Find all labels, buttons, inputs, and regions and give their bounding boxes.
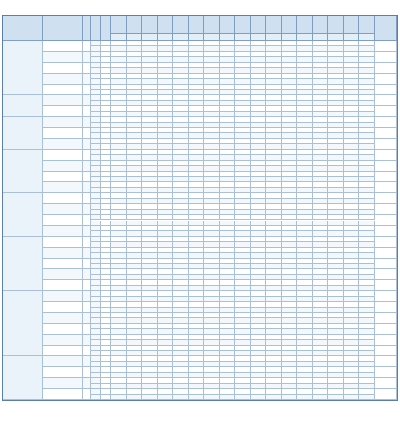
header-subheader-cell	[282, 34, 298, 41]
header-subheader-cell	[111, 34, 127, 41]
program-name-cell	[43, 324, 83, 335]
program-years-cell	[83, 237, 91, 248]
program-name-cell	[43, 269, 83, 280]
program-name-cell	[43, 128, 83, 139]
region-value-cell	[173, 395, 189, 400]
program-years-cell	[83, 95, 91, 106]
program-fee-cell	[375, 117, 397, 128]
program-name-cell	[43, 182, 83, 193]
program-fee-cell	[375, 74, 397, 85]
program-years-cell	[83, 215, 91, 226]
program-years-cell	[83, 313, 91, 324]
group-label-cell	[3, 95, 43, 117]
group-label-cell	[3, 193, 43, 237]
region-value-cell	[251, 395, 267, 400]
header-region-cell	[344, 16, 360, 34]
header-subheader-cell	[204, 34, 220, 41]
program-name-cell	[43, 335, 83, 346]
program-name-cell	[43, 95, 83, 106]
program-years-cell	[83, 52, 91, 63]
header-years-cell	[83, 16, 91, 41]
header-region-cell	[235, 16, 251, 34]
program-name-cell	[43, 226, 83, 237]
header-subheader-cell	[220, 34, 236, 41]
program-fee-cell	[375, 193, 397, 204]
program-years-cell	[83, 259, 91, 270]
group-label-cell	[3, 237, 43, 291]
group-label-cell	[3, 150, 43, 194]
program-fee-cell	[375, 85, 397, 96]
program-name-cell	[43, 313, 83, 324]
header-region-cell	[359, 16, 375, 34]
program-fee-cell	[375, 302, 397, 313]
header-region-cell	[111, 16, 127, 34]
region-value-cell	[266, 395, 282, 400]
region-value-cell	[235, 395, 251, 400]
program-fee-cell	[375, 128, 397, 139]
program-fee-cell	[375, 389, 397, 400]
program-fee-cell	[375, 356, 397, 367]
header-region-cell	[173, 16, 189, 34]
header-subheader-cell	[344, 34, 360, 41]
program-years-cell	[83, 324, 91, 335]
program-name-cell	[43, 172, 83, 183]
program-plan-cell	[91, 395, 101, 400]
program-name-cell	[43, 52, 83, 63]
program-years-cell	[83, 161, 91, 172]
region-value-cell	[220, 395, 236, 400]
program-name-cell	[43, 150, 83, 161]
header-region-cell	[297, 16, 313, 34]
program-fee-cell	[375, 335, 397, 346]
program-name-cell	[43, 291, 83, 302]
program-years-cell	[83, 193, 91, 204]
header-subheader-cell	[359, 34, 375, 41]
program-name-cell	[43, 139, 83, 150]
program-name-cell	[43, 302, 83, 313]
program-name-cell	[43, 389, 83, 400]
program-name-cell	[43, 215, 83, 226]
program-years-cell	[83, 139, 91, 150]
program-fee-cell	[375, 204, 397, 215]
program-years-cell	[83, 85, 91, 96]
region-value-cell	[297, 395, 313, 400]
program-years-cell	[83, 335, 91, 346]
header-subheader-cell	[173, 34, 189, 41]
header-region-cell	[328, 16, 344, 34]
page-title	[0, 4, 400, 14]
program-name-cell	[43, 161, 83, 172]
program-fee-cell	[375, 346, 397, 357]
header-subheader-cell	[328, 34, 344, 41]
program-fee-cell	[375, 280, 397, 291]
program-fee-cell	[375, 95, 397, 106]
program-fee-cell	[375, 52, 397, 63]
header-subheader-cell	[158, 34, 174, 41]
header-group-cell	[3, 16, 43, 41]
program-name-cell	[43, 85, 83, 96]
program-name-cell	[43, 193, 83, 204]
region-value-cell	[282, 395, 298, 400]
program-name-cell	[43, 41, 83, 52]
program-years-cell	[83, 280, 91, 291]
program-years-cell	[83, 106, 91, 117]
program-name-cell	[43, 106, 83, 117]
region-value-cell	[189, 395, 205, 400]
group-label-cell	[3, 41, 43, 95]
table-grid	[3, 16, 397, 400]
program-years-cell	[83, 117, 91, 128]
region-value-cell	[142, 395, 158, 400]
program-years-cell	[83, 291, 91, 302]
header-region-cell	[142, 16, 158, 34]
header-region-cell	[204, 16, 220, 34]
program-name-cell	[43, 63, 83, 74]
footnotes	[3, 403, 397, 435]
program-fee-cell	[375, 139, 397, 150]
region-value-cell	[111, 395, 127, 400]
region-value-cell	[328, 395, 344, 400]
program-fee-cell	[375, 106, 397, 117]
header-region-cell	[220, 16, 236, 34]
program-years-cell	[83, 269, 91, 280]
program-years-cell	[83, 150, 91, 161]
header-region-cell	[189, 16, 205, 34]
program-fee-cell	[375, 237, 397, 248]
header-subheader-cell	[251, 34, 267, 41]
program-years-cell	[83, 302, 91, 313]
program-years-cell	[83, 74, 91, 85]
header-region-cell	[158, 16, 174, 34]
header-total-cell	[101, 16, 111, 41]
program-name-cell	[43, 259, 83, 270]
group-label-cell	[3, 356, 43, 400]
program-name-cell	[43, 74, 83, 85]
header-subheader-cell	[297, 34, 313, 41]
program-fee-cell	[375, 215, 397, 226]
program-fee-cell	[375, 172, 397, 183]
header-subheader-cell	[142, 34, 158, 41]
program-years-cell	[83, 389, 91, 400]
program-total-cell	[101, 395, 111, 400]
header-region-cell	[313, 16, 329, 34]
program-fee-cell	[375, 63, 397, 74]
program-fee-cell	[375, 161, 397, 172]
program-name-cell	[43, 237, 83, 248]
header-region-cell	[266, 16, 282, 34]
program-years-cell	[83, 204, 91, 215]
program-fee-cell	[375, 226, 397, 237]
enrollment-table	[2, 15, 398, 401]
program-years-cell	[83, 248, 91, 259]
program-fee-cell	[375, 378, 397, 389]
header-subheader-cell	[235, 34, 251, 41]
program-name-cell	[43, 117, 83, 128]
program-name-cell	[43, 378, 83, 389]
header-subheader-cell	[266, 34, 282, 41]
header-region-cell	[251, 16, 267, 34]
program-fee-cell	[375, 150, 397, 161]
program-years-cell	[83, 356, 91, 367]
program-name-cell	[43, 248, 83, 259]
program-years-cell	[83, 172, 91, 183]
program-fee-cell	[375, 291, 397, 302]
program-name-cell	[43, 346, 83, 357]
region-value-cell	[344, 395, 360, 400]
header-program-cell	[43, 16, 83, 41]
group-label-cell	[3, 117, 43, 150]
program-years-cell	[83, 226, 91, 237]
header-subheader-cell	[189, 34, 205, 41]
program-name-cell	[43, 280, 83, 291]
program-fee-cell	[375, 269, 397, 280]
program-fee-cell	[375, 248, 397, 259]
program-years-cell	[83, 367, 91, 378]
program-name-cell	[43, 367, 83, 378]
region-value-cell	[359, 395, 375, 400]
program-fee-cell	[375, 324, 397, 335]
header-plan-cell	[91, 16, 101, 41]
region-value-cell	[313, 395, 329, 400]
program-fee-cell	[375, 313, 397, 324]
program-years-cell	[83, 182, 91, 193]
program-fee-cell	[375, 367, 397, 378]
program-fee-cell	[375, 41, 397, 52]
program-years-cell	[83, 41, 91, 52]
region-value-cell	[158, 395, 174, 400]
program-years-cell	[83, 128, 91, 139]
program-name-cell	[43, 356, 83, 367]
program-fee-cell	[375, 182, 397, 193]
header-region-cell	[282, 16, 298, 34]
program-years-cell	[83, 63, 91, 74]
group-label-cell	[3, 291, 43, 356]
region-value-cell	[204, 395, 220, 400]
program-fee-cell	[375, 259, 397, 270]
program-years-cell	[83, 346, 91, 357]
program-name-cell	[43, 204, 83, 215]
program-years-cell	[83, 378, 91, 389]
header-subheader-cell	[313, 34, 329, 41]
header-subheader-cell	[127, 34, 143, 41]
header-fee-cell	[375, 16, 397, 41]
region-value-cell	[127, 395, 143, 400]
header-region-cell	[127, 16, 143, 34]
